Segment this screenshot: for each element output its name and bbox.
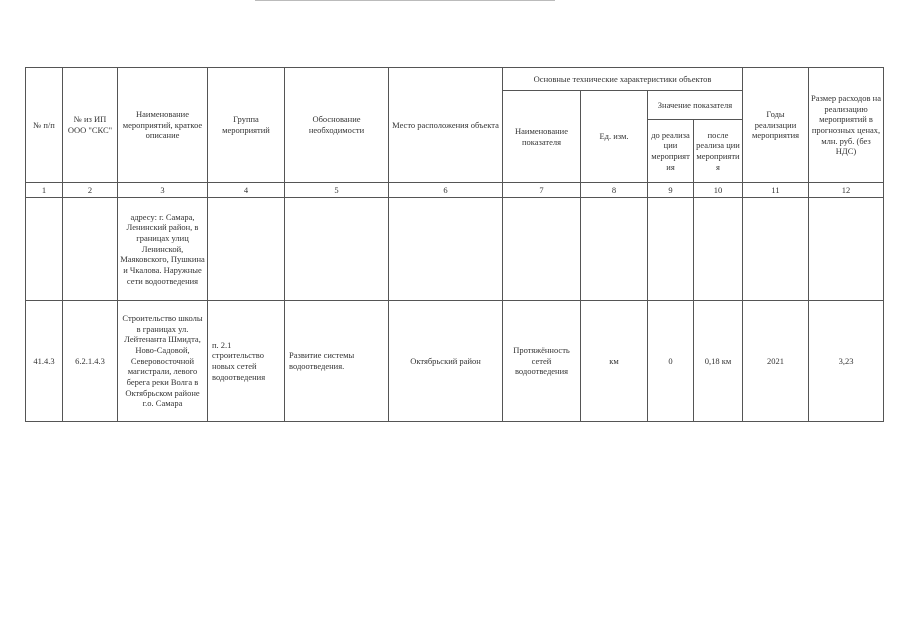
header-after: после реализа ции мероприятия — [694, 120, 743, 183]
cell-unit: км — [581, 301, 648, 422]
column-number: 1 — [26, 183, 63, 198]
column-number: 11 — [743, 183, 809, 198]
header-ip-num: № из ИП ООО "СКС" — [63, 68, 118, 183]
header-name: Наименование мероприятий, краткое описание — [118, 68, 208, 183]
header-justification: Обоснование необходимости — [285, 68, 389, 183]
column-number: 12 — [809, 183, 884, 198]
cell-cost: 3,23 — [809, 301, 884, 422]
header-before: до реализа ции мероприятия — [648, 120, 694, 183]
header-num: № п/п — [26, 68, 63, 183]
header-location: Место расположения объекта — [389, 68, 503, 183]
column-number: 2 — [63, 183, 118, 198]
cell-justification: Развитие системы водоотведения. — [285, 301, 389, 422]
cell-ip-num — [63, 198, 118, 301]
cell-after — [694, 198, 743, 301]
column-number: 4 — [208, 183, 285, 198]
header-indicator: Наименование показателя — [503, 91, 581, 183]
cell-cost — [809, 198, 884, 301]
cell-indicator — [503, 198, 581, 301]
cell-unit — [581, 198, 648, 301]
cell-before — [648, 198, 694, 301]
header-tech-group: Основные технические характеристики объектов — [503, 68, 743, 91]
cell-justification — [285, 198, 389, 301]
column-number: 7 — [503, 183, 581, 198]
column-number-row — [26, 183, 884, 198]
cell-num — [26, 198, 63, 301]
measures-table — [25, 67, 884, 422]
cell-name: Строительство школы в границах ул. Лейтенанта Шмидта, Ново-Садовой, Северовосточной магистрали, левого берега реки Волга в Октябрьском районе г.о. Самара — [118, 301, 208, 422]
cell-location: Октябрьский район — [389, 301, 503, 422]
cell-group — [208, 198, 285, 301]
column-number: 5 — [285, 183, 389, 198]
cell-before: 0 — [648, 301, 694, 422]
header-value-group: Значение показателя — [648, 91, 743, 120]
cell-years: 2021 — [743, 301, 809, 422]
header-row-1 — [26, 68, 884, 91]
cell-years — [743, 198, 809, 301]
cell-indicator: Протяжённость сетей водоотведения — [503, 301, 581, 422]
column-number: 10 — [694, 183, 743, 198]
top-rule — [255, 0, 555, 1]
column-number: 9 — [648, 183, 694, 198]
header-unit: Ед. изм. — [581, 91, 648, 183]
cell-name: адресу: г. Самара, Ленинский район, в границах улиц Ленинской, Маяковского, Пушкина и Чкалова. Наружные сети водоотведения — [118, 198, 208, 301]
column-number: 3 — [118, 183, 208, 198]
header-group: Группа мероприятий — [208, 68, 285, 183]
cell-num: 41.4.3 — [26, 301, 63, 422]
header-cost: Размер расходов на реализацию мероприятий в прогнозных ценах, млн. руб. (без НДС) — [809, 68, 884, 183]
table-row — [26, 198, 884, 301]
cell-ip-num: 6.2.1.4.3 — [63, 301, 118, 422]
table-row — [26, 301, 884, 422]
column-number: 6 — [389, 183, 503, 198]
cell-group: п. 2.1 строительство новых сетей водоотведения — [208, 301, 285, 422]
column-number: 8 — [581, 183, 648, 198]
cell-after: 0,18 км — [694, 301, 743, 422]
cell-location — [389, 198, 503, 301]
header-years: Годы реализации мероприятия — [743, 68, 809, 183]
